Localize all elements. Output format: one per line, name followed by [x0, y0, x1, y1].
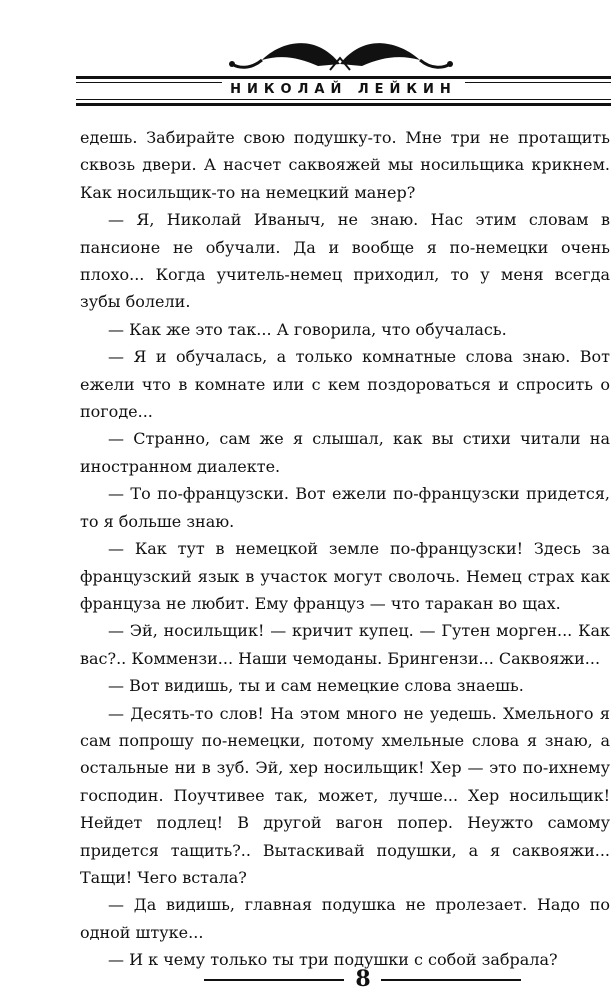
paragraph: — Я, Николай Иваныч, не знаю. Нас этим словам в пансионе не обучали. Да и вообще я по-немецки очень плохо... Когда учитель-немец приходил, то у меня всегда зубы болели. [80, 210, 610, 312]
paragraph: едешь. Забирайте свою подушку-то. Мне три не протащить сквозь двери. А насчет саквояжей мы носильщика крикнем. Как носильщик-то на немецкий манер? [80, 128, 610, 202]
paragraph: — Странно, сам же я слышал, как вы стихи читали на иностранном диалекте. [80, 429, 610, 476]
paragraph: — Вот видишь, ты и сам немецкие слова знаешь. [108, 676, 524, 696]
page-text [80, 124, 610, 970]
running-head [76, 82, 611, 102]
paragraph: — Как тут в немецкой земле по-французски! Здесь за французский язык в участок могут сволочь. Немец страх как француза не любит. Ему француз — что таракан во щах. [80, 539, 610, 613]
paragraph: — И к чему только ты три подушки с собой забрала? [108, 950, 558, 970]
page-number: 8 [355, 966, 371, 992]
paragraph: — Десять-то слов! На этом много не уедешь. Хмельного я сам попрошу по-немецки, потому хмельные слова я знаю, а остальные ни в зуб. Эй, хер носильщик! Хер — это по-ихнему господин. Поучтивее так, может, лучше... Хер носильщик! Нейдет подлец! В другой вагон попер. Неужто самому придется тащить?.. Вытаскивай подушки, а я саквояжи... Тащи! Чего встала? [80, 703, 610, 887]
paragraph: — Я и обучалась, а только комнатные слова знаю. Вот ежели что в комнате или с кем поздороваться и спросить о погоде... [80, 347, 610, 422]
paragraph: — Эй, носильщик! — кричит купец. — Гутен морген... Как вас?.. Коммензи... Наши чемоданы. Брингензи... Саквояжи... [80, 621, 610, 668]
footer-rule-left [204, 979, 344, 981]
paragraph: — То по-французски. Вот ежели по-французски придется, то я больше знаю. [80, 484, 610, 531]
page-footer [76, 968, 611, 992]
paragraph: — Да видишь, главная подушка не пролезает. Надо по одной штуке... [80, 895, 610, 942]
running-head-text: НИКОЛАЙ ЛЕЙКИН [222, 82, 465, 97]
footer-rule-right [381, 979, 521, 981]
paragraph: — Как же это так... А говорила, что обучалась. [108, 319, 507, 339]
